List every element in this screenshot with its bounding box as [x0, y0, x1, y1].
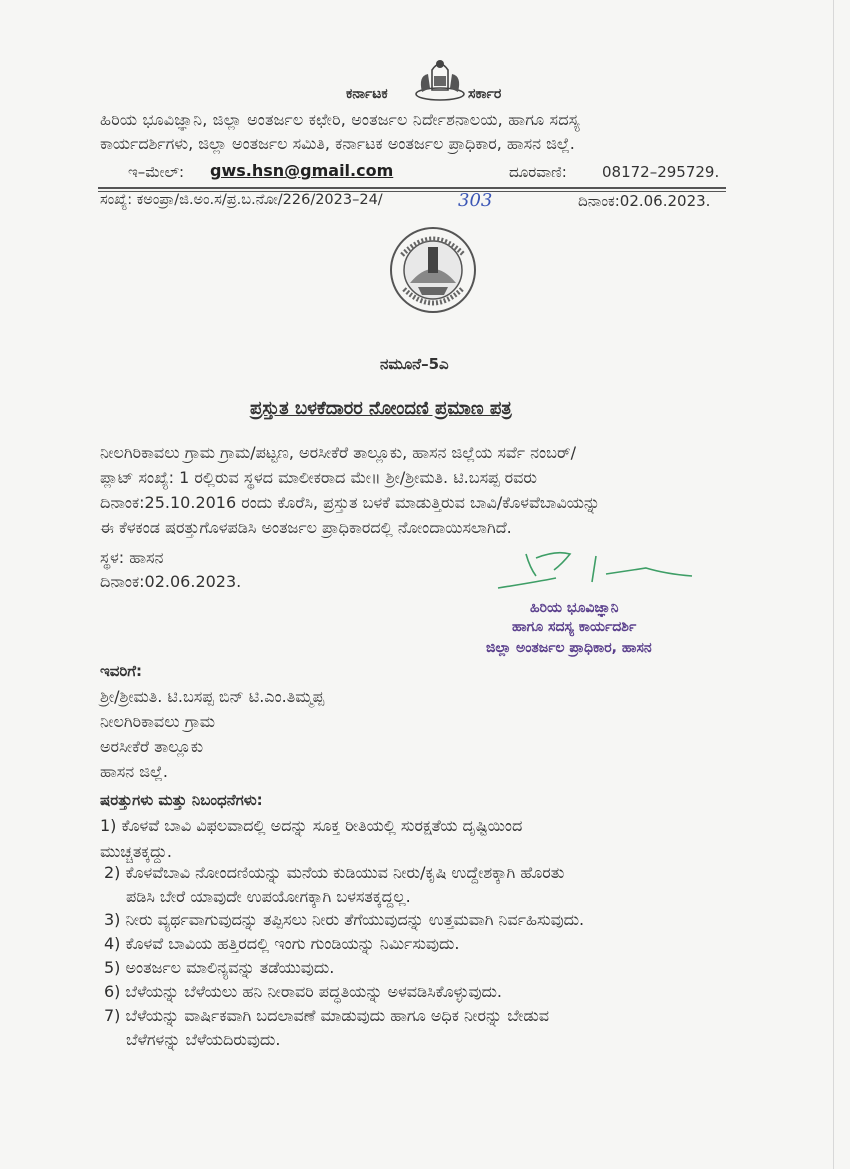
page-edge-shadow: [833, 0, 834, 1169]
condition-3: 3) ನೀರು ವ್ಯರ್ಥವಾಗುವುದನ್ನು ತಪ್ಪಿಸಲು ನೀರು ತೆಗೆಯುವುದನ್ನು ಉತ್ತಮವಾಗಿ ನಿರ್ವಹಿಸುವುದು.: [104, 910, 585, 929]
emblem-left-text: ಕರ್ನಾಟಕ: [346, 86, 388, 102]
issue-date: ದಿನಾಂಕ:02.06.2023.: [100, 572, 242, 591]
recipient-heading: ಇವರಿಗೆ:: [100, 662, 143, 680]
signatory-role: ಹಾಗೂ ಸದಸ್ಯ ಕಾರ್ಯದರ್ಶಿ: [512, 619, 637, 635]
condition-7: 7) ಬೆಳೆಯನ್ನು ವಾರ್ಷಿಕವಾಗಿ ಬದಲಾವಣೆ ಮಾಡುವುದು ಹಾಗೂ ಅಧಿಕ ನೀರನ್ನು ಬೇಡುವ: [104, 1006, 549, 1025]
handwritten-ref-number: 303: [458, 190, 493, 211]
condition-4: 4) ಕೊಳವೆ ಬಾವಿಯ ಹತ್ತಿರದಲ್ಲಿ ಇಂಗು ಗುಂಡಿಯನ್ನು ನಿರ್ಮಿಸುವುದು.: [104, 934, 460, 953]
department-line-1: ಹಿರಿಯ ಭೂವಿಜ್ಞಾನಿ, ಜಿಲ್ಲಾ ಅಂತರ್ಜಲ ಕಛೇರಿ, ಅಂತರ್ಜಲ ನಿರ್ದೇಶನಾಲಯ, ಹಾಗೂ ಸದಸ್ಯ: [100, 110, 580, 129]
condition-6: 6) ಬೆಳೆಯನ್ನು ಬೆಳೆಯಲು ಹನಿ ನೀರಾವರಿ ಪದ್ಧತಿಯನ್ನು ಅಳವಡಿಸಿಕೊಳ್ಳುವುದು.: [104, 982, 503, 1001]
body-line-4: ಈ ಕೆಳಕಂಡ ಷರತ್ತುಗೊಳಪಡಿಸಿ ಅಂತರ್ಜಲ ಪ್ರಾಧಿಕಾರದಲ್ಲಿ ನೋಂದಾಯಿಸಲಾಗಿದೆ.: [100, 518, 512, 537]
condition-1: 1) ಕೊಳವೆ ಬಾವಿ ವಿಫಲವಾದಲ್ಲಿ ಅದನ್ನು ಸೂಕ್ತ ರೀತಿಯಲ್ಲಿ ಸುರಕ್ಷತೆಯ ದೃಷ್ಟಿಯಿಂದ: [100, 816, 523, 835]
recipient-name: ಶ್ರೀ/ಶ್ರೀಮತಿ. ಟಿ.ಬಸಪ್ಪ ಬಿನ್ ಟಿ.ಎಂ.ತಿಮ್ಮಪ್ಪ: [100, 687, 325, 706]
phone-label: ದೂರವಾಣಿ:: [509, 163, 567, 181]
condition-2-cont: ಪಡಿಸಿ ಬೇರೆ ಯಾವುದೇ ಉಪಯೋಗಕ್ಕಾಗಿ ಬಳಸತಕ್ಕದ್ದಲ್ಲ.: [126, 887, 411, 906]
certificate-title: ಪ್ರಸ್ತುತ ಬಳಕೆದಾರರ ನೋಂದಣಿ ಪ್ರಮಾಣ ಪತ್ರ: [250, 398, 512, 419]
body-line-3: ದಿನಾಂಕ:25.10.2016 ರಂದು ಕೊರೆಸಿ, ಪ್ರಸ್ತುತ ಬಳಕೆ ಮಾಡುತ್ತಿರುವ ಬಾವಿ/ಕೊಳವೆಬಾವಿಯನ್ನು: [100, 493, 601, 512]
body-line-1: ನೀಲಗಿರಿಕಾವಲು ಗ್ರಾಮ ಗ್ರಾಮ/ಪಟ್ಟಣ, ಅರಸೀಕೆರೆ ತಾಲ್ಲೂಕು, ಹಾಸನ ಜಿಲ್ಲೆಯ ಸರ್ವೆ ನಂಬರ್/: [100, 443, 576, 462]
reference-number: ಸಂಖ್ಯೆ: ಕಅಂಪ್ರಾ/ಜಿ.ಅಂ.ಸ/ಪ್ರ.ಬ.ನೋ/226/2023–24/: [100, 192, 383, 208]
signatory-office: ಜಿಲ್ಲಾ ಅಂತರ್ಜಲ ಪ್ರಾಧಿಕಾರ, ಹಾಸನ: [486, 640, 652, 656]
signatory-designation: ಹಿರಿಯ ಭೂವಿಜ್ಞಾನಿ: [530, 600, 619, 616]
department-line-2: ಕಾರ್ಯದರ್ಶಿಗಳು, ಜಿಲ್ಲಾ ಅಂತರ್ಜಲ ಸಮಿತಿ, ಕರ್ನಾಟಕ ಅಂತರ್ಜಲ ಪ್ರಾಧಿಕಾರ, ಹಾಸನ ಜಿಲ್ಲೆ.: [100, 134, 575, 153]
state-emblem-icon: [414, 54, 466, 102]
groundwater-authority-seal-icon: [388, 225, 478, 315]
recipient-district: ಹಾಸನ ಜಿಲ್ಲೆ.: [100, 762, 168, 781]
form-number: ನಮೂನೆ–5ಎ: [380, 355, 449, 373]
header-rule-thick: [98, 187, 726, 189]
conditions-heading: ಷರತ್ತುಗಳು ಮತ್ತು ನಿಬಂಧನೆಗಳು:: [100, 791, 263, 809]
phone-number: 08172–295729.: [602, 163, 720, 181]
body-line-2: ಪ್ಲಾಟ್ ಸಂಖ್ಯೆ: 1 ರಲ್ಲಿರುವ ಸ್ಥಳದ ಮಾಲೀಕರಾದ ಮೇ॥ ಶ್ರೀ/ಶ್ರೀಮತಿ. ಟಿ.ಬಸಪ್ಪ ರವರು: [100, 468, 537, 487]
recipient-village: ನೀಲಗಿರಿಕಾವಲು ಗ್ರಾಮ: [100, 712, 215, 731]
letter-date: ದಿನಾಂಕ:02.06.2023.: [578, 192, 711, 210]
email-label: ಇ–ಮೇಲ್:: [128, 163, 185, 181]
signature-icon: [496, 548, 696, 598]
emblem-right-text: ಸರ್ಕಾರ: [468, 86, 502, 102]
email-address: gws.hsn@gmail.com: [210, 161, 394, 180]
condition-7-cont: ಬೆಳೆಗಳನ್ನು ಬೆಳೆಯದಿರುವುದು.: [126, 1030, 281, 1049]
recipient-taluk: ಅರಸೀಕೆರೆ ತಾಲ್ಲೂಕು: [100, 737, 204, 756]
place: ಸ್ಥಳ: ಹಾಸನ: [100, 548, 164, 567]
condition-5: 5) ಅಂತರ್ಜಲ ಮಾಲಿನ್ಯವನ್ನು ತಡೆಯುವುದು.: [104, 958, 335, 977]
condition-2: 2) ಕೊಳವೆಬಾವಿ ನೋಂದಣಿಯನ್ನು ಮನೆಯ ಕುಡಿಯುವ ನೀರು/ಕೃಷಿ ಉದ್ದೇಶಕ್ಕಾಗಿ ಹೊರತು: [104, 863, 565, 882]
condition-1-cont: ಮುಚ್ಚತಕ್ಕದ್ದು.: [100, 842, 172, 861]
